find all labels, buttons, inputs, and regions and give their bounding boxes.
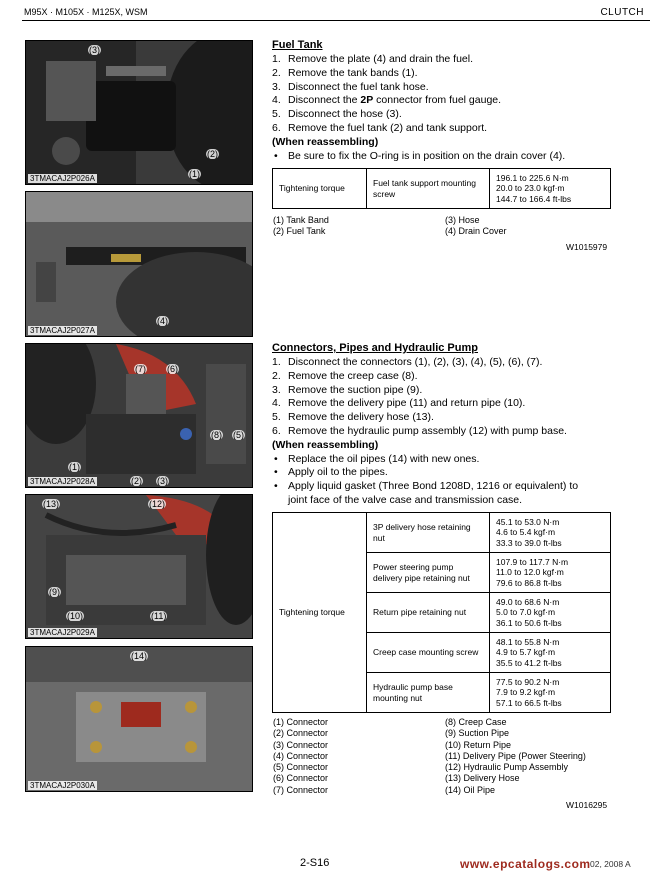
photo3-caption: 3TMACAJ2P028A	[30, 477, 95, 486]
conn-torque-values-3: 49.0 to 68.6 N·m 5.0 to 7.0 kgf·m 36.1 to 50.6 ft-lbs	[490, 593, 611, 633]
fuel-torque-label: Tightening torque	[273, 169, 367, 209]
fuel-tank-title: Fuel Tank	[272, 39, 323, 51]
photo5-caption: 3TMACAJ2P030A	[30, 781, 95, 790]
photo4-callout-9: (9)	[49, 587, 60, 597]
fuel-step-6: 6. Remove the fuel tank (2) and tank support.	[272, 121, 488, 134]
photo-connectors-1	[25, 343, 253, 488]
photo3-callout-3: (3)	[157, 476, 168, 486]
fuel-torque-table	[272, 168, 611, 209]
conn-torque-label: Tightening torque	[273, 513, 367, 713]
fuel-step-1: 1. Remove the plate (4) and drain the fuel.	[272, 53, 474, 65]
conn-reassembly-3: • Apply liquid gasket (Three Bond 1208D, 1216 or equivalent) to	[274, 480, 579, 493]
conn-reassembly-4: joint face of the valve case and transmission case.	[288, 493, 523, 506]
fuel-torque-values: 196.1 to 225.6 N·m 20.0 to 23.0 kgf·m 144.7 to 166.4 ft-lbs	[490, 169, 611, 209]
footer-date: 02, 2008 A	[590, 859, 631, 869]
fuel-torque-item: Fuel tank support mounting screw	[367, 169, 490, 209]
fuel-legend-right: (3) Hose (4) Drain Cover	[445, 215, 507, 237]
photo4-callout-11: (11)	[151, 611, 167, 621]
photo3-callout-2: (2)	[131, 476, 142, 486]
fuel-tank-steps	[272, 53, 565, 163]
fuel-code: W1015979	[566, 242, 608, 252]
fuel-step-3: 3. Disconnect the fuel tank hose.	[272, 80, 429, 93]
footer-page-number: 2-S16	[300, 857, 330, 869]
photo-connectors-3	[25, 646, 253, 792]
conn-torque-item-3: Return pipe retaining nut	[367, 593, 490, 633]
header-rule	[22, 20, 650, 21]
photo3-callout-5: (5)	[233, 430, 244, 440]
photo-fuel-tank-1	[25, 40, 253, 185]
photo2-callout-4: (4)	[157, 316, 168, 326]
fuel-step-5: 5. Disconnect the hose (3).	[272, 108, 402, 121]
connectors-title: Connectors, Pipes and Hydraulic Pump	[272, 342, 478, 354]
fuel-step-4: 4. Disconnect the 2P connector from fuel gauge.	[272, 94, 502, 107]
conn-step-6: 6. Remove the hydraulic pump assembly (12) with pump base.	[272, 424, 567, 437]
fuel-reassembly-heading: (When reassembling)	[272, 135, 379, 148]
photo3-callout-6: (6)	[167, 364, 178, 374]
conn-torque-item-2: Power steering pump delivery pipe retaining nut	[367, 553, 490, 593]
photo4-callout-10: (10)	[67, 611, 84, 621]
photo1-caption: 3TMACAJ2P026A	[30, 174, 95, 183]
conn-legend-right: (8) Creep Case (9) Suction Pipe (10) Return Pipe (11) Delivery Pipe (Power Steering) (12) Hydraulic Pump Assembly (13) Delivery Hose (14) Oil Pipe	[445, 717, 586, 795]
footer-watermark[interactable]: www.epcatalogs.com	[460, 857, 591, 871]
photo3-callout-7: (7)	[135, 364, 146, 374]
photo4-caption: 3TMACAJ2P029A	[30, 628, 95, 637]
conn-torque-values-5: 77.5 to 90.2 N·m 7.9 to 9.2 kgf·m 57.1 to 66.5 ft-lbs	[490, 673, 611, 713]
fuel-step-2: 2. Remove the tank bands (1).	[272, 66, 418, 79]
conn-step-3: 3. Remove the suction pipe (9).	[272, 383, 423, 396]
photo3-callout-8: (8)	[211, 430, 222, 440]
photo3-callout-1: (1)	[69, 462, 80, 472]
photo-fuel-tank-2	[25, 191, 253, 337]
conn-step-1: 1. Disconnect the connectors (1), (2), (3), (4), (5), (6), (7).	[272, 356, 543, 368]
photo1-callout-2: (2)	[207, 149, 218, 159]
photo5-callout-14: (14)	[131, 651, 148, 661]
header-section: CLUTCH	[600, 7, 644, 18]
conn-torque-values-2: 107.9 to 117.7 N·m 11.0 to 12.0 kgf·m 79.6 to 86.8 ft-lbs	[490, 553, 611, 593]
photo2-caption: 3TMACAJ2P027A	[30, 326, 95, 335]
conn-reassembly-heading: (When reassembling)	[272, 438, 379, 451]
conn-torque-values-1: 45.1 to 53.0 N·m 4.6 to 5.4 kgf·m 33.3 to 39.0 ft-lbs	[490, 513, 611, 553]
connectors-torque-table	[272, 512, 611, 713]
photo4-callout-12: (12)	[149, 499, 166, 509]
conn-reassembly-2: • Apply oil to the pipes.	[274, 466, 388, 479]
header-models: M95X · M105X · M125X, WSM	[24, 7, 148, 17]
connectors-steps	[272, 356, 578, 508]
fuel-legend-left: (1) Tank Band (2) Fuel Tank	[273, 215, 329, 237]
conn-step-2: 2. Remove the creep case (8).	[272, 369, 418, 382]
photo4-callout-13: (13)	[43, 499, 60, 509]
conn-torque-values-4: 48.1 to 55.8 N·m 4.9 to 5.7 kgf·m 35.5 to 41.2 ft-lbs	[490, 633, 611, 673]
fuel-reassembly-1: • Be sure to fix the O-ring is in position on the drain cover (4).	[274, 149, 566, 162]
conn-code: W1016295	[566, 800, 608, 810]
conn-torque-item-5: Hydraulic pump base mounting nut	[367, 673, 490, 713]
conn-reassembly-1: • Replace the oil pipes (14) with new ones.	[274, 452, 480, 465]
photo-connectors-2	[25, 494, 253, 639]
conn-torque-item-4: Creep case mounting screw	[367, 633, 490, 673]
conn-legend-left: (1) Connector (2) Connector (3) Connector (4) Connector (5) Connector (6) Connector (7) Connector	[273, 717, 329, 795]
conn-step-5: 5. Remove the delivery hose (13).	[272, 411, 434, 424]
photo1-callout-3: (3)	[89, 45, 100, 55]
conn-torque-item-1: 3P delivery hose retaining nut	[367, 513, 490, 553]
photo1-callout-1: (1)	[189, 169, 200, 179]
conn-step-4: 4. Remove the delivery pipe (11) and return pipe (10).	[272, 397, 526, 410]
